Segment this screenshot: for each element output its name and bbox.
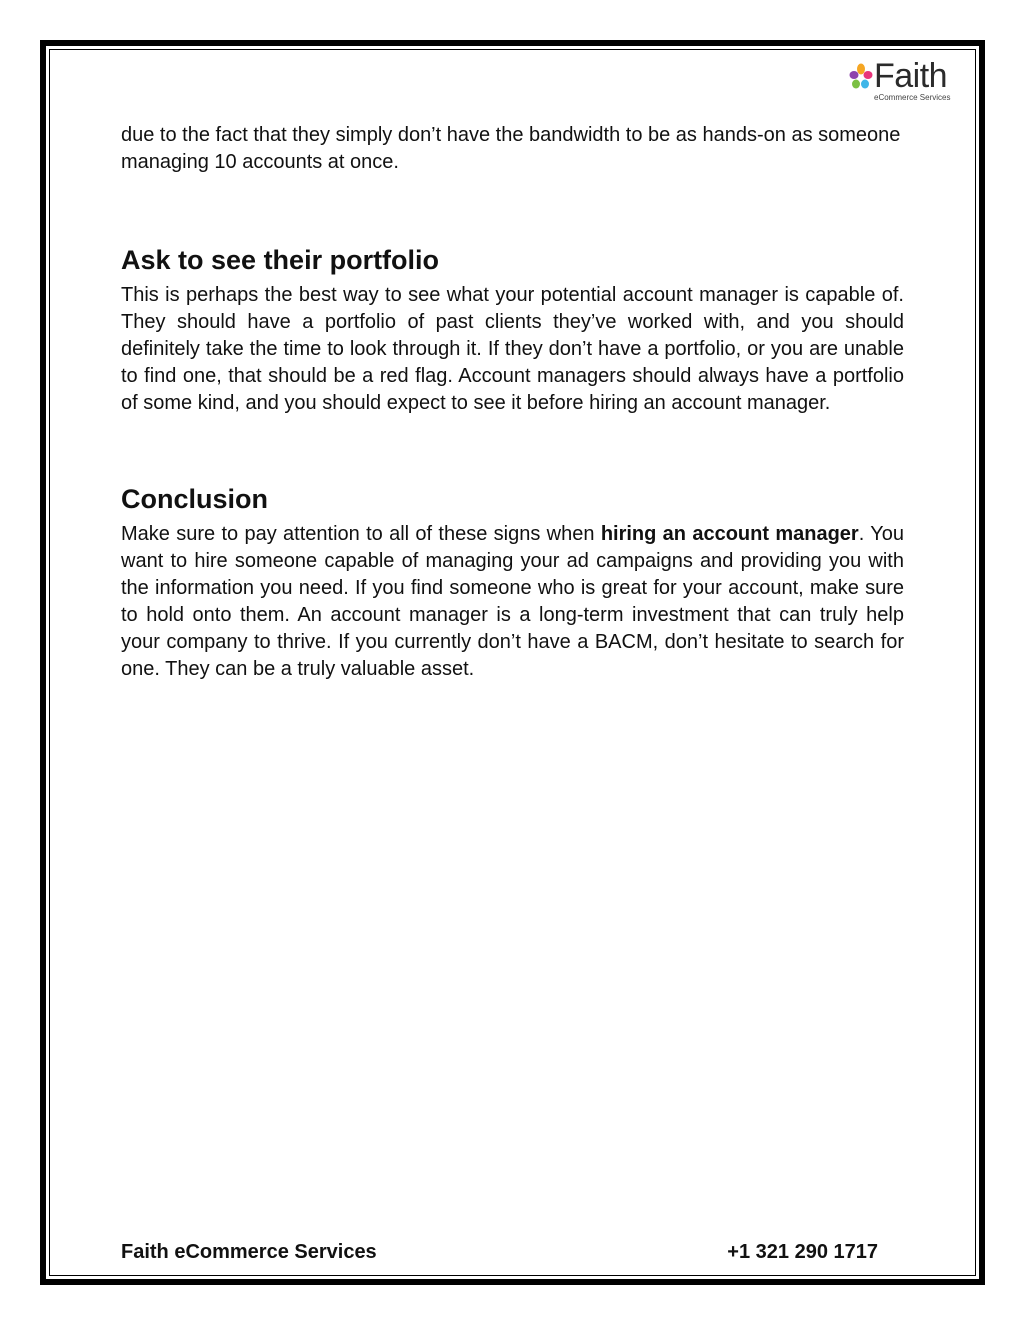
- portfolio-paragraph: This is perhaps the best way to see what your potential account manager is capable of. They should have a portfolio of past clients they’ve worked with, and you should definitely take the time to look through it. If they don’t have a portfolio, or you are unable to find one, that should be a red flag. Account managers should always have a portfolio of some kind, and you should expect to see it before hiring an account manager.: [121, 284, 904, 414]
- conclusion-paragraph: [121, 521, 904, 683]
- document-body: [121, 122, 904, 683]
- conclusion-heading: Conclusion: [121, 484, 268, 514]
- flower-icon: [848, 62, 874, 98]
- logo-wordmark: Faith: [874, 57, 948, 95]
- footer-phone: +1 321 290 1717: [727, 1241, 878, 1263]
- conclusion-bold-phrase: hiring an account manager: [600, 523, 859, 545]
- footer-company: Faith eCommerce Services: [121, 1241, 377, 1263]
- portfolio-heading: Ask to see their portfolio: [121, 245, 440, 275]
- conclusion-text-end: . You want to hire someone capable of managing your ad campaigns and providing you with the information you need. If you find someone who is great for your account, make sure to hold onto them. An account manager is a long-term investment that can truly help your company to thrive. If you currently don’t have a BACM, don’t hesitate to search for one. They can be a truly valuable asset.: [121, 523, 904, 680]
- company-logo: [848, 58, 963, 104]
- conclusion-text-start: Make sure to pay attention to all of these signs when: [121, 523, 601, 545]
- intro-paragraph: due to the fact that they simply don’t have the bandwidth to be as hands-on as someone managing 10 accounts at once.: [121, 124, 901, 173]
- logo-tagline: eCommerce Services: [874, 93, 951, 102]
